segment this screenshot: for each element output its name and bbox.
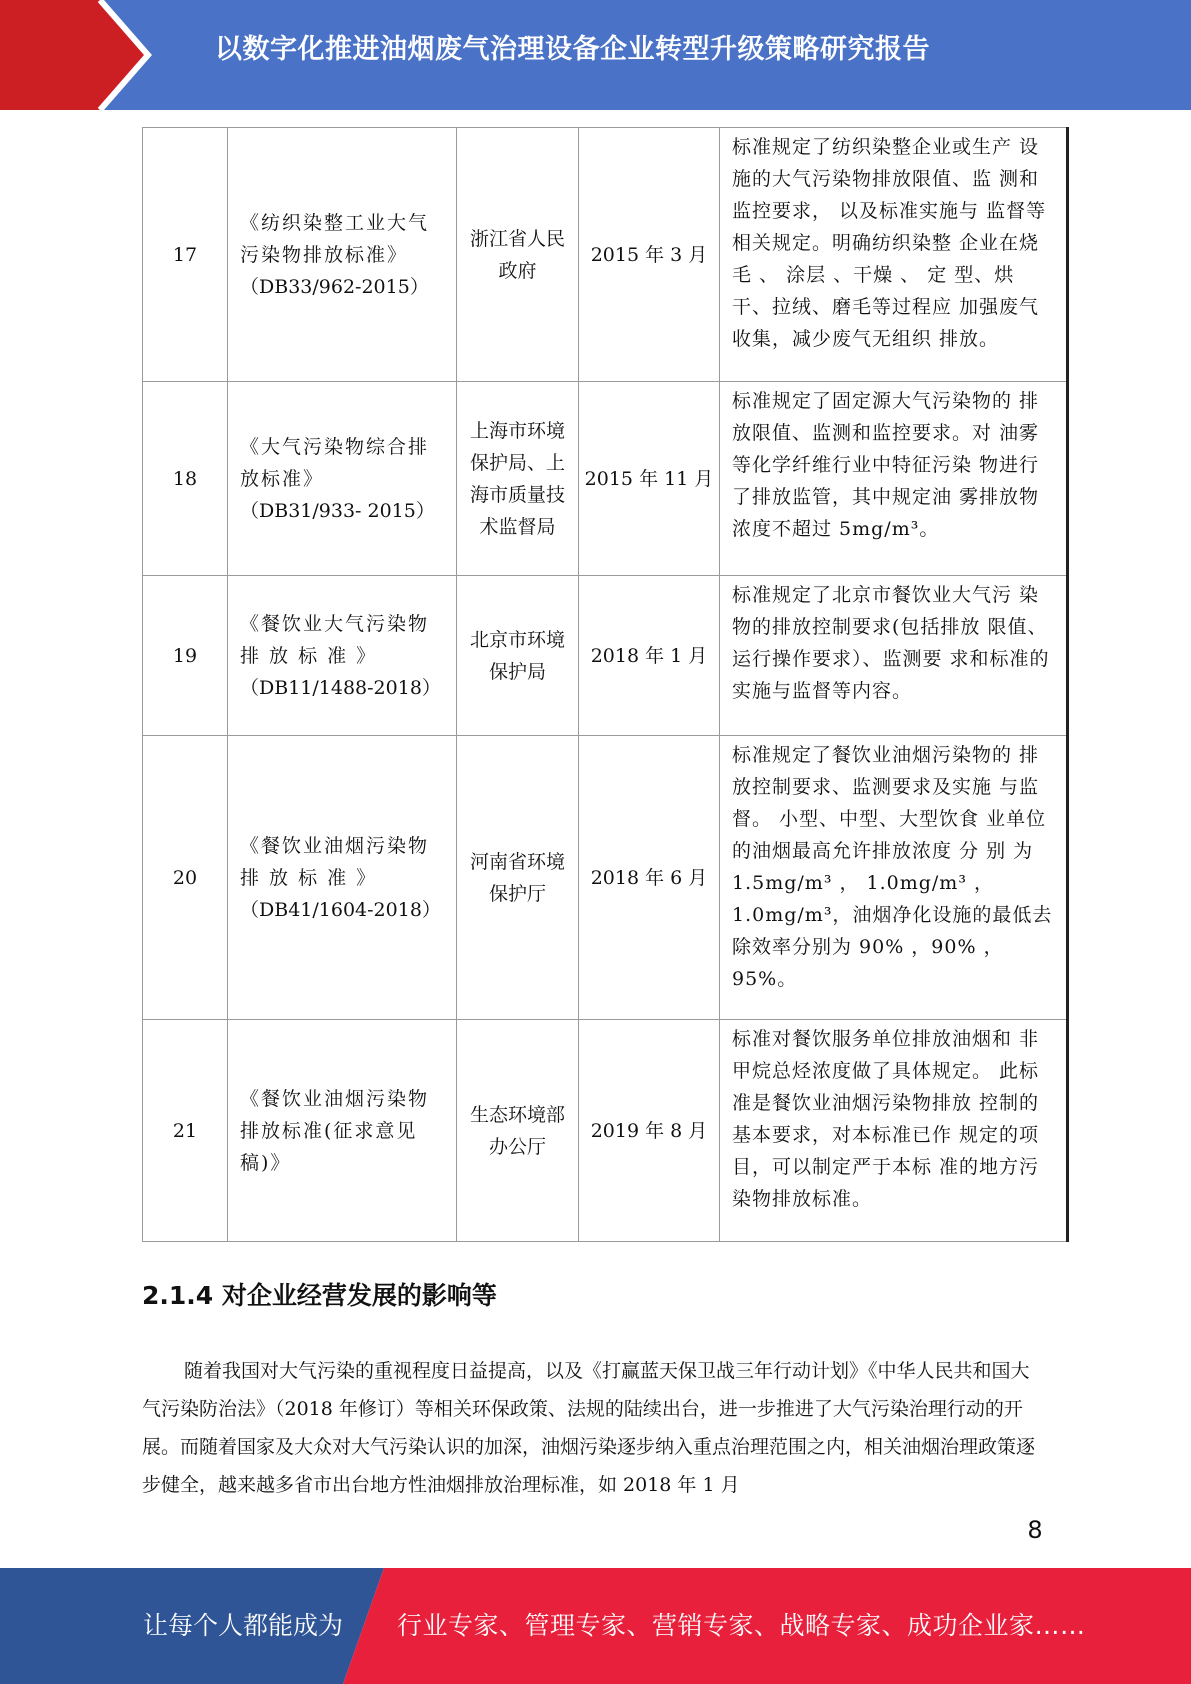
page-footer	[0, 1568, 1191, 1684]
standard-name: 《大气污染物综合排 放标准》	[240, 435, 430, 490]
standard-name: 《餐饮业大气污染物 排 放 标 准 》	[240, 612, 430, 667]
section-heading: 2.1.4 对企业经营发展的影响等	[142, 1281, 497, 1310]
standard-description: 标准规定了纺织染整企业或生产 设施的大气污染物排放限值、监 测和监控要求， 以及标准实施与 监督等相关规定。明确纺织染整 企业在烧毛 、 涂层 、干燥 、 定 型、烘干、拉绒、磨毛等过程应 加强废气收集，减少废气无组织 排放。	[720, 128, 1068, 382]
standard-name-cell	[228, 382, 457, 576]
paragraph: 随着我国对大气污染的重视程度日益提高，以及《打赢蓝天保卫战三年行动计划》《中华人民共和国大气污染防治法》（2018 年修订）等相关环保政策、法规的陆续出台，进一步推进了大气污染治理行动的开展。而随着国家及大众对大气污染认识的加深，油烟污染逐步纳入重点治理范围之内，相关油烟治理政策逐步健全，越来越多省市出台地方性油烟排放治理标准，如 2018 年 1 月	[142, 1360, 1036, 1496]
standard-name: 《餐饮业油烟污染物 排 放 标 准 》	[240, 834, 430, 889]
page-header	[0, 0, 1191, 110]
footer-slogan-left: 让每个人都能成为	[143, 1611, 344, 1640]
standard-code: （DB33/962-2015）	[240, 275, 429, 298]
standard-code: （DB41/1604-2018）	[240, 898, 441, 921]
row-number: 18	[143, 382, 228, 576]
table-row	[143, 576, 1068, 736]
issuing-org: 上海市环境保护局、上海市质量技术监督局	[457, 382, 579, 576]
issue-date: 2015 年 3 月	[579, 128, 720, 382]
standard-description: 标准规定了固定源大气污染物的 排放限值、监测和监控要求。对 油雾等化学纤维行业中特征污染 物进行了排放监管，其中规定油 雾排放物浓度不超过 5mg/m³。	[720, 382, 1068, 576]
body-text	[142, 1352, 1047, 1504]
standard-description: 标准对餐饮服务单位排放油烟和 非甲烷总烃浓度做了具体规定。 此标准是餐饮业油烟污染物排放 控制的基本要求，对本标准已作 规定的项目，可以制定严于本标 准的地方污染物排放标准。	[720, 1020, 1068, 1242]
issuing-org: 北京市环境保护局	[457, 576, 579, 736]
table-row	[143, 128, 1068, 382]
standard-name: 《纺织染整工业大气 污染物排放标准》	[240, 211, 430, 266]
standards-table	[142, 127, 1069, 1242]
footer-slogan-right: 行业专家、管理专家、营销专家、战略专家、成功企业家……	[397, 1611, 1086, 1640]
page-number: 8	[1027, 1516, 1043, 1544]
row-number: 19	[143, 576, 228, 736]
issue-date: 2019 年 8 月	[579, 1020, 720, 1242]
issuing-org: 生态环境部办公厅	[457, 1020, 579, 1242]
standard-code: （DB11/1488-2018）	[240, 676, 441, 699]
standard-name-cell	[228, 576, 457, 736]
standard-name-cell	[228, 128, 457, 382]
issue-date: 2018 年 6 月	[579, 736, 720, 1020]
table-row	[143, 382, 1068, 576]
issuing-org: 河南省环境保护厅	[457, 736, 579, 1020]
standard-description: 标准规定了北京市餐饮业大气污 染物的排放控制要求(包括排放 限值、运行操作要求）、监测要 求和标准的实施与监督等内容。	[720, 576, 1068, 736]
table-row	[143, 736, 1068, 1020]
issue-date: 2018 年 1 月	[579, 576, 720, 736]
standard-description: 标准规定了餐饮业油烟污染物的 排放控制要求、监测要求及实施 与监督。 小型、中型、大型饮食 业单位的油烟最高允许排放浓度 分 别 为 1.5mg/m³ ， 1.0mg/m³ ， 1.0mg/m³，油烟净化设施的最低去 除效率分别为 90% ，90% ，95%。	[720, 736, 1068, 1020]
row-number: 17	[143, 128, 228, 382]
issuing-org: 浙江省人民政府	[457, 128, 579, 382]
standard-name-cell	[228, 1020, 457, 1242]
row-number: 21	[143, 1020, 228, 1242]
report-title: 以数字化推进油烟废气治理设备企业转型升级策略研究报告	[215, 34, 930, 65]
standard-name-cell	[228, 736, 457, 1020]
row-number: 20	[143, 736, 228, 1020]
standard-code: （DB31/933- 2015）	[240, 499, 435, 522]
issue-date: 2015 年 11 月	[579, 382, 720, 576]
table-row	[143, 1020, 1068, 1242]
standard-name: 《餐饮业油烟污染物 排放标准(征求意见 稿)》	[240, 1087, 430, 1174]
